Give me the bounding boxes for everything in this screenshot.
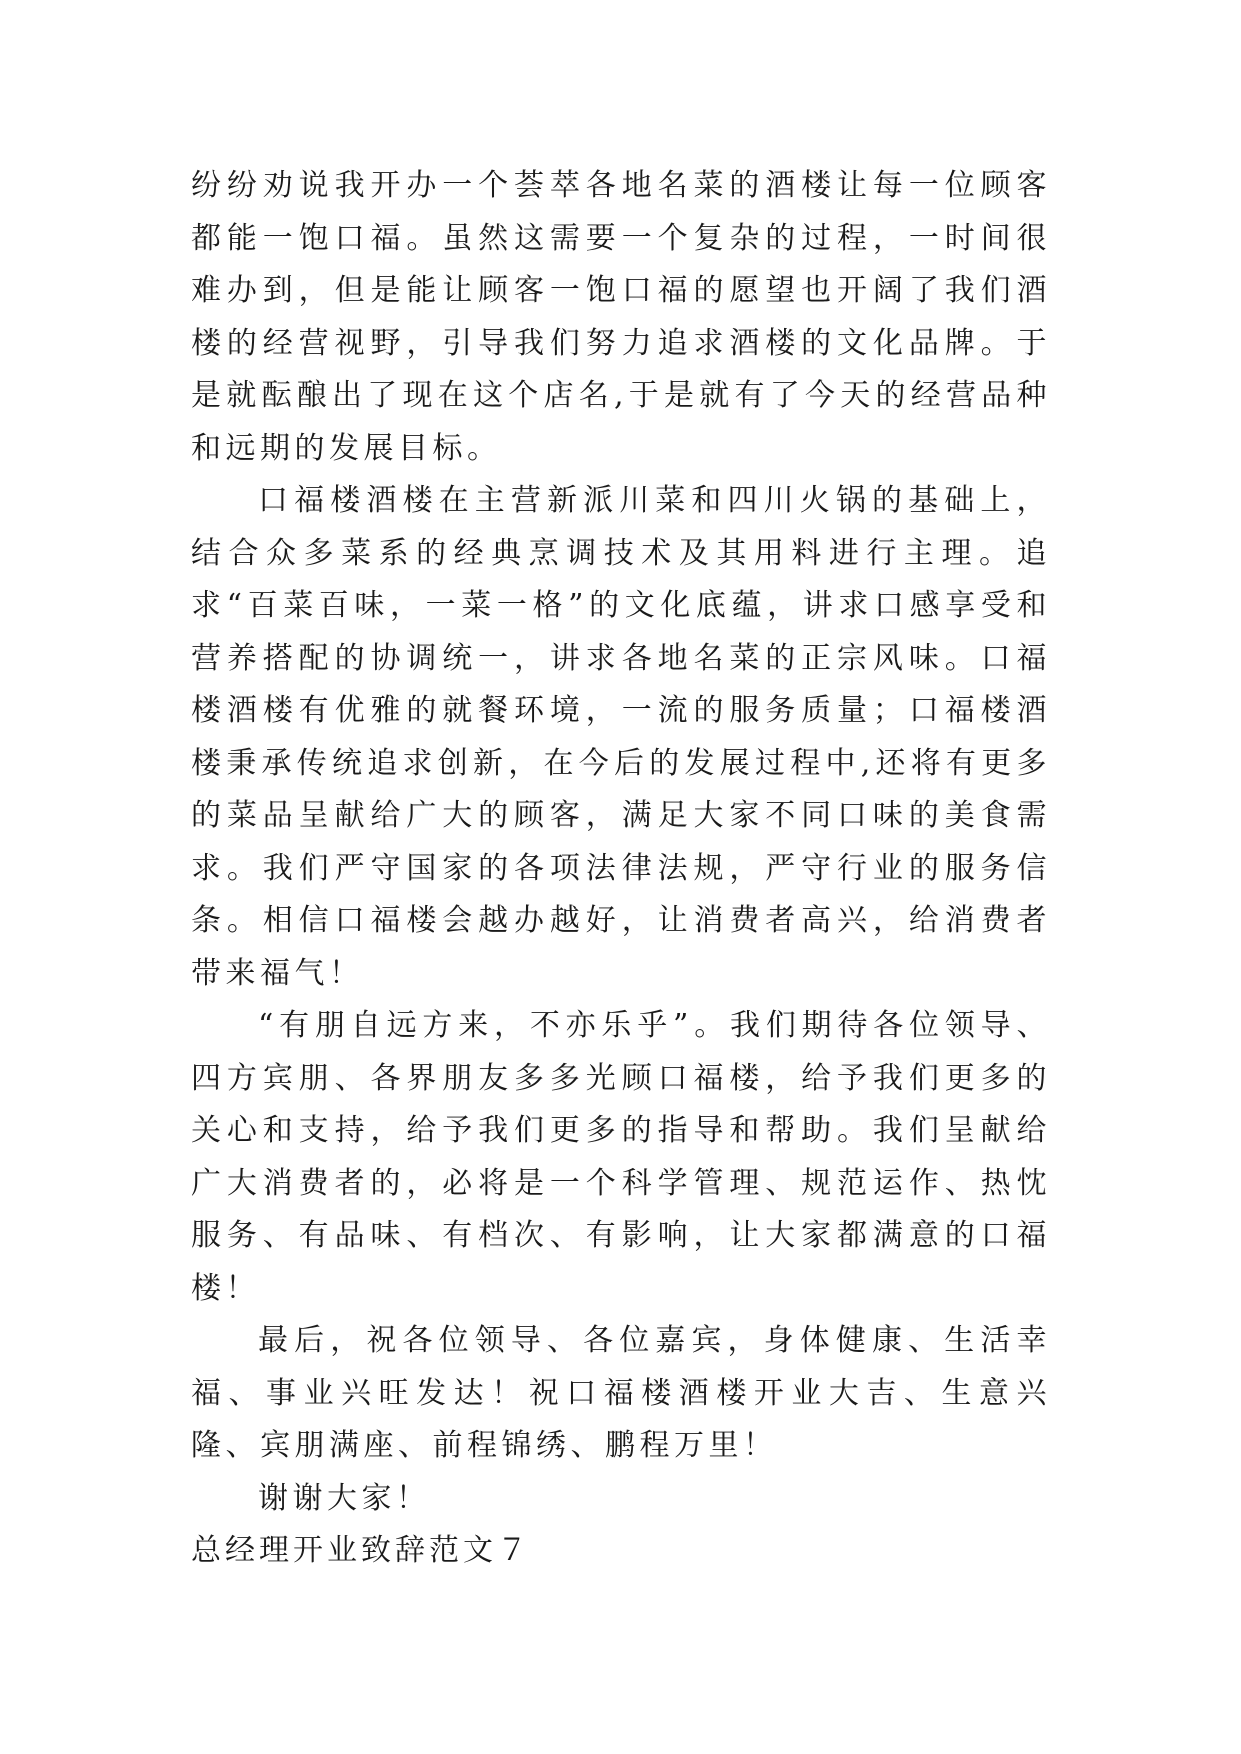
paragraph-closing-wishes: 最后，祝各位领导、各位嘉宾，身体健康、生活幸福、事业兴旺发达！祝口福楼酒楼开业大吉、生意兴隆、宾朋满座、前程锦绣、鹏程万里！ — [191, 1323, 1051, 1463]
section-heading: 总经理开业致辞范文７ — [191, 1533, 531, 1568]
paragraph-restaurant-description: 口福楼酒楼在主营新派川菜和四川火锅的基础上，结合众多菜系的经典烹调技术及其用料进行主理。追求“百菜百味，一菜一格”的文化底蕴，讲求口感享受和营养搭配的协调统一，讲求各地名菜的正宗风味。口福楼酒楼有优雅的就餐环境，一流的服务质量；口福楼酒楼秉承传统追求创新，在今后的发展过程中,还将有更多的菜品呈献给广大的顾客，满足大家不同口味的美食需求。我们严守国家的各项法律法规，严守行业的服务信条。相信口福楼会越办越好，让消费者高兴，给消费者带来福气！ — [191, 483, 1051, 991]
document-body — [191, 160, 1051, 1578]
paragraph-invitation: “有朋自远方来，不亦乐乎”。我们期待各位领导、四方宾朋、各界朋友多多光顾口福楼，给予我们更多的关心和支持，给予我们更多的指导和帮助。我们呈献给广大消费者的，必将是一个科学管理、规范运作、热忱服务、有品味、有档次、有影响，让大家都满意的口福楼！ — [191, 1008, 1051, 1306]
paragraph-thanks: 谢谢大家！ — [258, 1480, 431, 1516]
paragraph-continuation: 纷纷劝说我开办一个荟萃各地名菜的酒楼让每一位顾客都能一饱口福。虽然这需要一个复杂的过程，一时间很难办到，但是能让顾客一饱口福的愿望也开阔了我们酒楼的经营视野，引导我们努力追求酒楼的文化品牌。于是就酝酿出了现在这个店名,于是就有了今天的经营品种和远期的发展目标。 — [191, 168, 1051, 466]
